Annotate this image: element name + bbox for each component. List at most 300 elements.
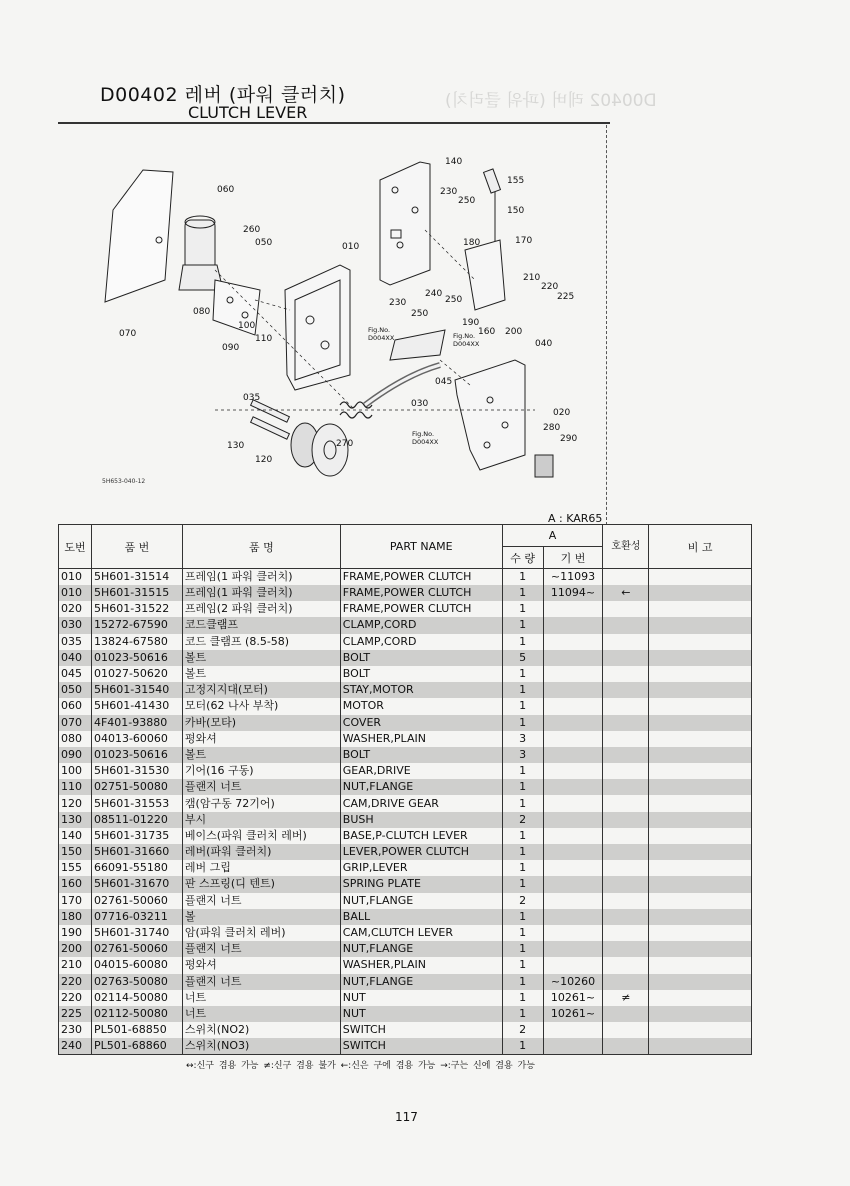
qty-cell: 1 [502, 763, 543, 779]
remarks-cell [649, 844, 752, 860]
name-kr-cell: 레버(파워 클러치) [182, 844, 340, 860]
part-no-cell: 5H601-41430 [91, 698, 182, 714]
part-name-cell: CAM,CLUTCH LEVER [340, 925, 502, 941]
ref-cell: 040 [59, 650, 92, 666]
part-name-cell: MOTOR [340, 698, 502, 714]
svg-text:040: 040 [535, 339, 553, 349]
name-kr-cell: 레버 그립 [182, 860, 340, 876]
name-kr-cell: 캠(암구동 72기어) [182, 795, 340, 811]
qty-cell: 1 [502, 860, 543, 876]
qty-cell: 1 [502, 585, 543, 601]
svg-text:230: 230 [440, 187, 458, 197]
svg-text:Fig.No.: Fig.No. [412, 430, 435, 438]
serial-cell [543, 812, 603, 828]
name-kr-cell: 스위치(NO3) [182, 1038, 340, 1055]
svg-text:250: 250 [445, 295, 463, 305]
remarks-cell [649, 601, 752, 617]
serial-cell [543, 682, 603, 698]
table-row [59, 893, 752, 909]
name-kr-cell: 플랜지 너트 [182, 941, 340, 957]
part-name-cell: NUT [340, 1006, 502, 1022]
part-name-cell: NUT,FLANGE [340, 974, 502, 990]
part-name-cell: LEVER,POWER CLUTCH [340, 844, 502, 860]
remarks-cell [649, 1006, 752, 1022]
remarks-cell [649, 893, 752, 909]
ref-cell: 070 [59, 715, 92, 731]
svg-text:120: 120 [255, 455, 273, 465]
qty-cell: 1 [502, 957, 543, 973]
svg-text:200: 200 [505, 327, 523, 337]
header-part-name: PART NAME [340, 525, 502, 569]
svg-text:130: 130 [227, 441, 245, 451]
qty-cell: 1 [502, 779, 543, 795]
part-name-cell: CLAMP,CORD [340, 634, 502, 650]
qty-cell: 1 [502, 795, 543, 811]
name-kr-cell: 플랜지 너트 [182, 974, 340, 990]
header-name-kr: 품 명 [182, 525, 340, 569]
remarks-cell [649, 1038, 752, 1055]
name-kr-cell: 기어(16 구동) [182, 763, 340, 779]
name-kr-cell: 고정지지대(모터) [182, 682, 340, 698]
ref-cell: 045 [59, 666, 92, 682]
ref-cell: 035 [59, 634, 92, 650]
ref-cell: 220 [59, 990, 92, 1006]
qty-cell: 1 [502, 909, 543, 925]
ref-cell: 190 [59, 925, 92, 941]
table-row [59, 747, 752, 763]
qty-cell: 1 [502, 990, 543, 1006]
compat-cell [603, 925, 649, 941]
part-no-cell: 4F401-93880 [91, 715, 182, 731]
name-kr-cell: 평와셔 [182, 731, 340, 747]
qty-cell: 1 [502, 634, 543, 650]
serial-cell: 10261~ [543, 1006, 603, 1022]
compat-cell [603, 876, 649, 892]
qty-cell: 3 [502, 731, 543, 747]
part-name-cell: CLAMP,CORD [340, 617, 502, 633]
svg-text:070: 070 [119, 329, 137, 339]
ref-cell: 170 [59, 893, 92, 909]
remarks-cell [649, 747, 752, 763]
page-title: D00402 레버 (파워 클러치) [100, 84, 346, 106]
qty-cell: 1 [502, 569, 543, 586]
compat-cell [603, 601, 649, 617]
ref-cell: 220 [59, 974, 92, 990]
ref-cell: 110 [59, 779, 92, 795]
remarks-cell [649, 666, 752, 682]
qty-cell: 1 [502, 1006, 543, 1022]
compat-cell [603, 909, 649, 925]
table-row [59, 617, 752, 633]
qty-cell: 1 [502, 828, 543, 844]
svg-text:250: 250 [411, 309, 429, 319]
remarks-cell [649, 941, 752, 957]
name-kr-cell: 볼트 [182, 650, 340, 666]
part-no-cell: 15272-67590 [91, 617, 182, 633]
table-row [59, 585, 752, 601]
part-no-cell: 13824-67580 [91, 634, 182, 650]
part-no-cell: 5H601-31530 [91, 763, 182, 779]
name-kr-cell: 부시 [182, 812, 340, 828]
table-row [59, 666, 752, 682]
name-kr-cell: 프레임(2 파워 클러치) [182, 601, 340, 617]
remarks-cell [649, 650, 752, 666]
compat-cell [603, 569, 649, 586]
compat-cell [603, 617, 649, 633]
compat-cell [603, 698, 649, 714]
part-no-cell: 5H601-31540 [91, 682, 182, 698]
parts-table [58, 524, 752, 1055]
name-kr-cell: 암(파워 클러치 레버) [182, 925, 340, 941]
ref-cell: 180 [59, 909, 92, 925]
compat-cell [603, 1006, 649, 1022]
header-ref: 도번 [59, 525, 92, 569]
compat-cell [603, 747, 649, 763]
ref-cell: 160 [59, 876, 92, 892]
part-name-cell: WASHER,PLAIN [340, 957, 502, 973]
compat-cell [603, 844, 649, 860]
table-row [59, 974, 752, 990]
part-name-cell: BALL [340, 909, 502, 925]
serial-cell: ~10260 [543, 974, 603, 990]
svg-text:280: 280 [543, 423, 561, 433]
svg-text:240: 240 [425, 289, 443, 299]
table-row [59, 1006, 752, 1022]
part-name-cell: SPRING PLATE [340, 876, 502, 892]
serial-cell [543, 828, 603, 844]
table-row [59, 941, 752, 957]
exploded-parts-diagram [95, 150, 595, 510]
qty-cell: 1 [502, 974, 543, 990]
qty-cell: 3 [502, 747, 543, 763]
compat-cell [603, 731, 649, 747]
compat-cell: ≠ [603, 990, 649, 1006]
compat-cell [603, 860, 649, 876]
qty-cell: 1 [502, 601, 543, 617]
remarks-cell [649, 731, 752, 747]
ref-cell: 150 [59, 844, 92, 860]
remarks-cell [649, 909, 752, 925]
svg-text:225: 225 [557, 292, 575, 302]
svg-text:050: 050 [255, 238, 273, 248]
svg-text:Fig.No.: Fig.No. [453, 332, 476, 340]
table-row [59, 763, 752, 779]
qty-cell: 2 [502, 812, 543, 828]
name-kr-cell: 플랜지 너트 [182, 893, 340, 909]
remarks-cell [649, 634, 752, 650]
ref-cell: 090 [59, 747, 92, 763]
part-no-cell: 5H601-31670 [91, 876, 182, 892]
ref-cell: 140 [59, 828, 92, 844]
table-row [59, 909, 752, 925]
page-subtitle: CLUTCH LEVER [188, 103, 308, 122]
part-name-cell: CAM,DRIVE GEAR [340, 795, 502, 811]
table-row [59, 925, 752, 941]
part-no-cell: 01027-50620 [91, 666, 182, 682]
qty-cell: 1 [502, 666, 543, 682]
part-name-cell: SWITCH [340, 1022, 502, 1038]
header-qty: 수 량 [502, 547, 543, 569]
ref-cell: 200 [59, 941, 92, 957]
compat-cell [603, 795, 649, 811]
compat-cell [603, 828, 649, 844]
svg-text:080: 080 [193, 307, 211, 317]
svg-text:155: 155 [507, 176, 525, 186]
qty-cell: 1 [502, 617, 543, 633]
svg-text:160: 160 [478, 327, 496, 337]
name-kr-cell: 평와셔 [182, 957, 340, 973]
svg-text:270: 270 [336, 439, 354, 449]
ref-cell: 100 [59, 763, 92, 779]
compat-cell [603, 682, 649, 698]
ref-cell: 010 [59, 569, 92, 586]
table-row [59, 731, 752, 747]
serial-cell [543, 957, 603, 973]
serial-cell [543, 731, 603, 747]
serial-cell [543, 1022, 603, 1038]
compat-cell: ← [603, 585, 649, 601]
svg-text:100: 100 [238, 321, 256, 331]
name-kr-cell: 프레임(1 파워 클러치) [182, 569, 340, 586]
part-name-cell: STAY,MOTOR [340, 682, 502, 698]
serial-cell [543, 666, 603, 682]
ref-cell: 030 [59, 617, 92, 633]
table-row [59, 569, 752, 586]
part-no-cell: 08511-01220 [91, 812, 182, 828]
header-serial: 기 번 [543, 547, 603, 569]
part-no-cell: 5H601-31515 [91, 585, 182, 601]
serial-cell [543, 634, 603, 650]
part-no-cell: 02112-50080 [91, 1006, 182, 1022]
svg-text:150: 150 [507, 206, 525, 216]
ref-cell: 060 [59, 698, 92, 714]
part-no-cell: 5H601-31740 [91, 925, 182, 941]
remarks-cell [649, 779, 752, 795]
serial-cell [543, 763, 603, 779]
serial-cell [543, 617, 603, 633]
name-kr-cell: 스위치(NO2) [182, 1022, 340, 1038]
remarks-cell [649, 812, 752, 828]
remarks-cell [649, 876, 752, 892]
svg-text:060: 060 [217, 185, 235, 195]
table-row [59, 795, 752, 811]
part-name-cell: BOLT [340, 650, 502, 666]
part-name-cell: NUT,FLANGE [340, 941, 502, 957]
remarks-cell [649, 828, 752, 844]
svg-text:260: 260 [243, 225, 261, 235]
table-row [59, 682, 752, 698]
part-no-cell: 01023-50616 [91, 650, 182, 666]
qty-cell: 1 [502, 1038, 543, 1055]
remarks-cell [649, 569, 752, 586]
table-row [59, 844, 752, 860]
serial-cell [543, 779, 603, 795]
name-kr-cell: 카바(모타) [182, 715, 340, 731]
qty-cell: 2 [502, 1022, 543, 1038]
compat-cell [603, 941, 649, 957]
svg-text:250: 250 [458, 196, 476, 206]
svg-text:D004XX: D004XX [412, 438, 439, 446]
serial-cell [543, 844, 603, 860]
serial-cell [543, 601, 603, 617]
svg-text:110: 110 [255, 334, 273, 344]
page-number: 117 [395, 1110, 418, 1124]
diagram-code: 5H653-040-12 [102, 478, 146, 485]
table-row [59, 779, 752, 795]
fold-line [606, 125, 607, 525]
name-kr-cell: 코드 클램프 (8.5-58) [182, 634, 340, 650]
part-name-cell: FRAME,POWER CLUTCH [340, 569, 502, 586]
ref-cell: 225 [59, 1006, 92, 1022]
name-kr-cell: 볼트 [182, 666, 340, 682]
table-row [59, 1038, 752, 1055]
part-no-cell: 5H601-31514 [91, 569, 182, 586]
table-row [59, 698, 752, 714]
compat-cell [603, 812, 649, 828]
compat-cell [603, 957, 649, 973]
serial-cell [543, 941, 603, 957]
qty-cell: 1 [502, 715, 543, 731]
serial-cell [543, 747, 603, 763]
part-name-cell: NUT,FLANGE [340, 893, 502, 909]
table-row [59, 990, 752, 1006]
compat-cell [603, 1038, 649, 1055]
serial-cell [543, 795, 603, 811]
svg-text:140: 140 [445, 157, 463, 167]
remarks-cell [649, 795, 752, 811]
svg-text:220: 220 [541, 282, 559, 292]
part-name-cell: NUT,FLANGE [340, 779, 502, 795]
compat-cell [603, 1022, 649, 1038]
remarks-cell [649, 715, 752, 731]
qty-cell: 1 [502, 682, 543, 698]
remarks-cell [649, 957, 752, 973]
qty-cell: 5 [502, 650, 543, 666]
part-no-cell: PL501-68850 [91, 1022, 182, 1038]
compat-cell [603, 715, 649, 731]
name-kr-cell: 볼 [182, 909, 340, 925]
serial-cell [543, 698, 603, 714]
name-kr-cell: 프레임(1 파워 클러치) [182, 585, 340, 601]
part-name-cell: BOLT [340, 666, 502, 682]
remarks-cell [649, 990, 752, 1006]
ref-cell: 010 [59, 585, 92, 601]
serial-cell: 10261~ [543, 990, 603, 1006]
qty-cell: 1 [502, 941, 543, 957]
serial-cell [543, 715, 603, 731]
part-no-cell: 5H601-31553 [91, 795, 182, 811]
svg-text:180: 180 [463, 238, 481, 248]
name-kr-cell: 모터(62 나사 부착) [182, 698, 340, 714]
part-no-cell: 01023-50616 [91, 747, 182, 763]
svg-text:290: 290 [560, 434, 578, 444]
part-no-cell: 5H601-31522 [91, 601, 182, 617]
serial-cell [543, 893, 603, 909]
header-divider [58, 122, 610, 124]
svg-text:020: 020 [553, 408, 571, 418]
compat-cell [603, 893, 649, 909]
ref-cell: 020 [59, 601, 92, 617]
compat-cell [603, 634, 649, 650]
part-name-cell: BASE,P-CLUTCH LEVER [340, 828, 502, 844]
table-row [59, 634, 752, 650]
name-kr-cell: 너트 [182, 1006, 340, 1022]
table-row [59, 812, 752, 828]
part-no-cell: 04015-60080 [91, 957, 182, 973]
table-row [59, 828, 752, 844]
remarks-cell [649, 974, 752, 990]
svg-text:190: 190 [462, 318, 480, 328]
bleed-through-title: D00402 레버 (파워 클러치) [445, 91, 657, 111]
part-name-cell: GEAR,DRIVE [340, 763, 502, 779]
part-name-cell: SWITCH [340, 1038, 502, 1055]
serial-cell [543, 876, 603, 892]
header-a: A [502, 525, 603, 547]
name-kr-cell: 볼트 [182, 747, 340, 763]
svg-text:D004XX: D004XX [368, 334, 395, 342]
compat-cell [603, 763, 649, 779]
part-name-cell: FRAME,POWER CLUTCH [340, 585, 502, 601]
ref-cell: 120 [59, 795, 92, 811]
ref-cell: 210 [59, 957, 92, 973]
part-no-cell: 02761-50060 [91, 941, 182, 957]
remarks-cell [649, 617, 752, 633]
fig-ref: Fig.No. [368, 326, 391, 334]
part-name-cell: BUSH [340, 812, 502, 828]
name-kr-cell: 베이스(파워 클러치 레버) [182, 828, 340, 844]
qty-cell: 2 [502, 893, 543, 909]
ref-cell: 230 [59, 1022, 92, 1038]
model-label: A : KAR65 [548, 512, 603, 525]
compatibility-legend: ↔:신구 겸용 가능 ≠:신구 겸용 불가 ←:신은 구에 겸용 가능 →:구는 신에 겸용 가능 [186, 1061, 535, 1071]
compat-cell [603, 974, 649, 990]
table-row [59, 860, 752, 876]
remarks-cell [649, 860, 752, 876]
serial-cell [543, 650, 603, 666]
svg-text:030: 030 [411, 399, 429, 409]
part-no-cell: 02751-50080 [91, 779, 182, 795]
part-no-cell: PL501-68860 [91, 1038, 182, 1055]
table-row [59, 1022, 752, 1038]
ref-cell: 130 [59, 812, 92, 828]
remarks-cell [649, 925, 752, 941]
svg-text:035: 035 [243, 393, 261, 403]
part-no-cell: 02761-50060 [91, 893, 182, 909]
part-no-cell: 02114-50080 [91, 990, 182, 1006]
remarks-cell [649, 763, 752, 779]
qty-cell: 1 [502, 698, 543, 714]
compat-cell [603, 666, 649, 682]
part-name-cell: BOLT [340, 747, 502, 763]
compat-cell [603, 650, 649, 666]
header-compat: 호환성 [603, 525, 649, 569]
name-kr-cell: 판 스프링(디 텐트) [182, 876, 340, 892]
ref-cell: 155 [59, 860, 92, 876]
svg-text:010: 010 [342, 242, 360, 252]
svg-text:210: 210 [523, 273, 541, 283]
remarks-cell [649, 682, 752, 698]
part-no-cell: 04013-60060 [91, 731, 182, 747]
ref-cell: 240 [59, 1038, 92, 1055]
table-row [59, 650, 752, 666]
part-name-cell: FRAME,POWER CLUTCH [340, 601, 502, 617]
name-kr-cell: 너트 [182, 990, 340, 1006]
part-no-cell: 66091-55180 [91, 860, 182, 876]
part-name-cell: WASHER,PLAIN [340, 731, 502, 747]
part-no-cell: 07716-03211 [91, 909, 182, 925]
compat-cell [603, 779, 649, 795]
remarks-cell [649, 698, 752, 714]
